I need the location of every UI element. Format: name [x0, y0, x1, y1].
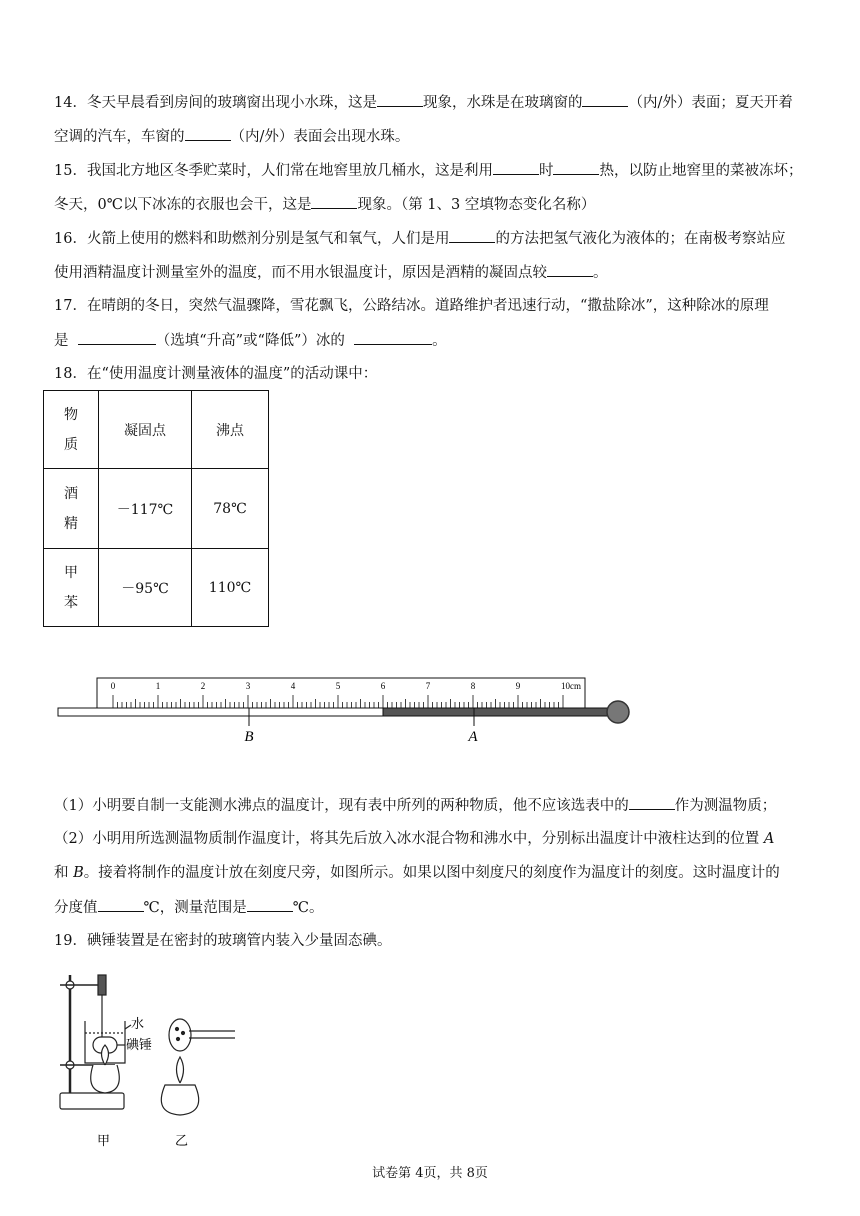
setup-yi	[161, 1019, 235, 1115]
cell-substance-alcohol: 酒精	[64, 485, 78, 532]
q18-sub2-line3: 分度值 ℃，测量范围是 ℃。	[54, 897, 323, 918]
label-jia: 甲	[97, 1134, 111, 1149]
iodine-grain	[182, 1032, 185, 1035]
q18-intro: 18．在“使用温度计测量液体的温度”的活动课中：	[54, 366, 378, 382]
mark-b-label: B	[244, 729, 254, 745]
header-boiling-point: 沸点	[192, 391, 269, 469]
flame-jia	[102, 1045, 109, 1065]
thermometer-tube	[58, 708, 383, 716]
q15-line1: 15．我国北方地区冬季贮菜时，人们常在地窖里放几桶水，这是利用 时 热，以防止地窖里的菜被冻坏；	[54, 160, 802, 181]
point-a: A	[763, 831, 775, 847]
stand-base	[60, 1093, 124, 1109]
ruler-thermometer-figure	[55, 672, 635, 750]
thermometer-bulb	[607, 701, 629, 723]
answer-blank[interactable]	[629, 795, 675, 810]
ruler-tick-label: 8	[470, 681, 476, 691]
setup-jia	[60, 975, 131, 1109]
mark-a-label: A	[468, 729, 478, 745]
cell-boiling-toluene: 110℃	[192, 549, 269, 627]
alcohol-lamp-yi	[161, 1085, 198, 1115]
answer-blank[interactable]	[377, 92, 423, 107]
q17-line2: 是 （选填“升高”或“降低”）冰的 。	[54, 330, 447, 351]
ruler-tick-label: 10cm	[561, 681, 581, 691]
iodine-hammer-yi	[169, 1019, 191, 1051]
answer-blank[interactable]	[582, 92, 628, 107]
q14-line1: 14．冬天早晨看到房间的玻璃窗出现小水珠，这是 现象，水珠是在玻璃窗的 （内/外）表面；夏天开着	[54, 92, 793, 113]
ruler-tick-label: 2	[200, 681, 206, 691]
ruler-tick-label: 1	[155, 681, 161, 691]
answer-blank[interactable]	[311, 194, 357, 209]
ruler-tick-label: 5	[335, 681, 341, 691]
header-freezing-point: 凝固点	[99, 391, 192, 469]
q18-sub2-line1: （2）小明用所选测温物质制作温度计，将其先后放入冰水混合物和沸水中，分别标出温度计中液柱达到的位置 A	[54, 831, 775, 847]
ruler-tick-label: 3	[245, 681, 251, 691]
iodine-hammer-apparatus-figure	[55, 965, 245, 1150]
answer-blank[interactable]	[247, 897, 293, 912]
alcohol-lamp	[91, 1065, 120, 1093]
answer-blank[interactable]	[493, 160, 539, 175]
q18-sub1: （1）小明要自制一支能测水沸点的温度计，现有表中所列的两种物质，他不应该选表中的 作为测温物质；	[54, 795, 776, 816]
point-b: B	[73, 865, 84, 881]
q15-line2: 冬天，0℃以下冰冻的衣服也会干，这是 现象。（第 1、3 空填物态变化名称）	[54, 194, 595, 215]
answer-blank[interactable]	[449, 228, 495, 243]
cell-freezing-alcohol: －117℃	[99, 469, 192, 549]
header-substance: 物质	[64, 406, 78, 453]
answer-blank[interactable]	[98, 897, 144, 912]
ruler-tick-label: 9	[515, 681, 521, 691]
ruler-tick-label: 7	[425, 681, 431, 691]
q16-line2: 使用酒精温度计测量室外的温度，而不用水银温度计，原因是酒精的凝固点较 。	[54, 262, 608, 283]
clamp-head	[98, 975, 106, 995]
answer-blank[interactable]	[78, 330, 156, 345]
cell-freezing-toluene: －95℃	[99, 549, 192, 627]
page-footer: 试卷第 4页，共 8页	[372, 1166, 488, 1181]
thermometer-liquid-column	[383, 708, 608, 716]
answer-blank[interactable]	[185, 126, 231, 141]
label-water: 水	[131, 1017, 145, 1032]
q16-line1: 16．火箭上使用的燃料和助燃剂分别是氢气和氧气，人们是用 的方法把氢气液化为液体的；在南极考察站应	[54, 228, 785, 249]
label-yi: 乙	[175, 1134, 189, 1149]
cell-substance-toluene: 甲苯	[64, 564, 78, 611]
ruler-tick-label: 6	[380, 681, 386, 691]
iodine-grain	[177, 1038, 180, 1041]
substance-properties-table	[43, 390, 269, 627]
q19-intro: 19．碘锤装置是在密封的玻璃管内装入少量固态碘。	[54, 933, 392, 949]
answer-blank[interactable]	[354, 330, 432, 345]
iodine-grain	[176, 1028, 179, 1031]
ruler-tick-label: 0	[110, 681, 116, 691]
ruler-tick-label: 4	[290, 681, 296, 691]
label-iodine-hammer: 碘锤	[126, 1038, 153, 1053]
answer-blank[interactable]	[547, 262, 593, 277]
cell-boiling-alcohol: 78℃	[192, 469, 269, 549]
answer-blank[interactable]	[553, 160, 599, 175]
q17-line1: 17．在晴朗的冬日，突然气温骤降，雪花飘飞，公路结冰。道路维护者迅速行动，“撒盐除冰”，这种除冰的原理	[54, 298, 769, 314]
q18-sub2-line2: 和 B。接着将制作的温度计放在刻度尺旁，如图所示。如果以图中刻度尺的刻度作为温度计的刻度。这时温度计的	[54, 865, 780, 881]
q14-line2: 空调的汽车，车窗的 （内/外）表面会出现水珠。	[54, 126, 409, 147]
flame-yi	[177, 1057, 184, 1083]
